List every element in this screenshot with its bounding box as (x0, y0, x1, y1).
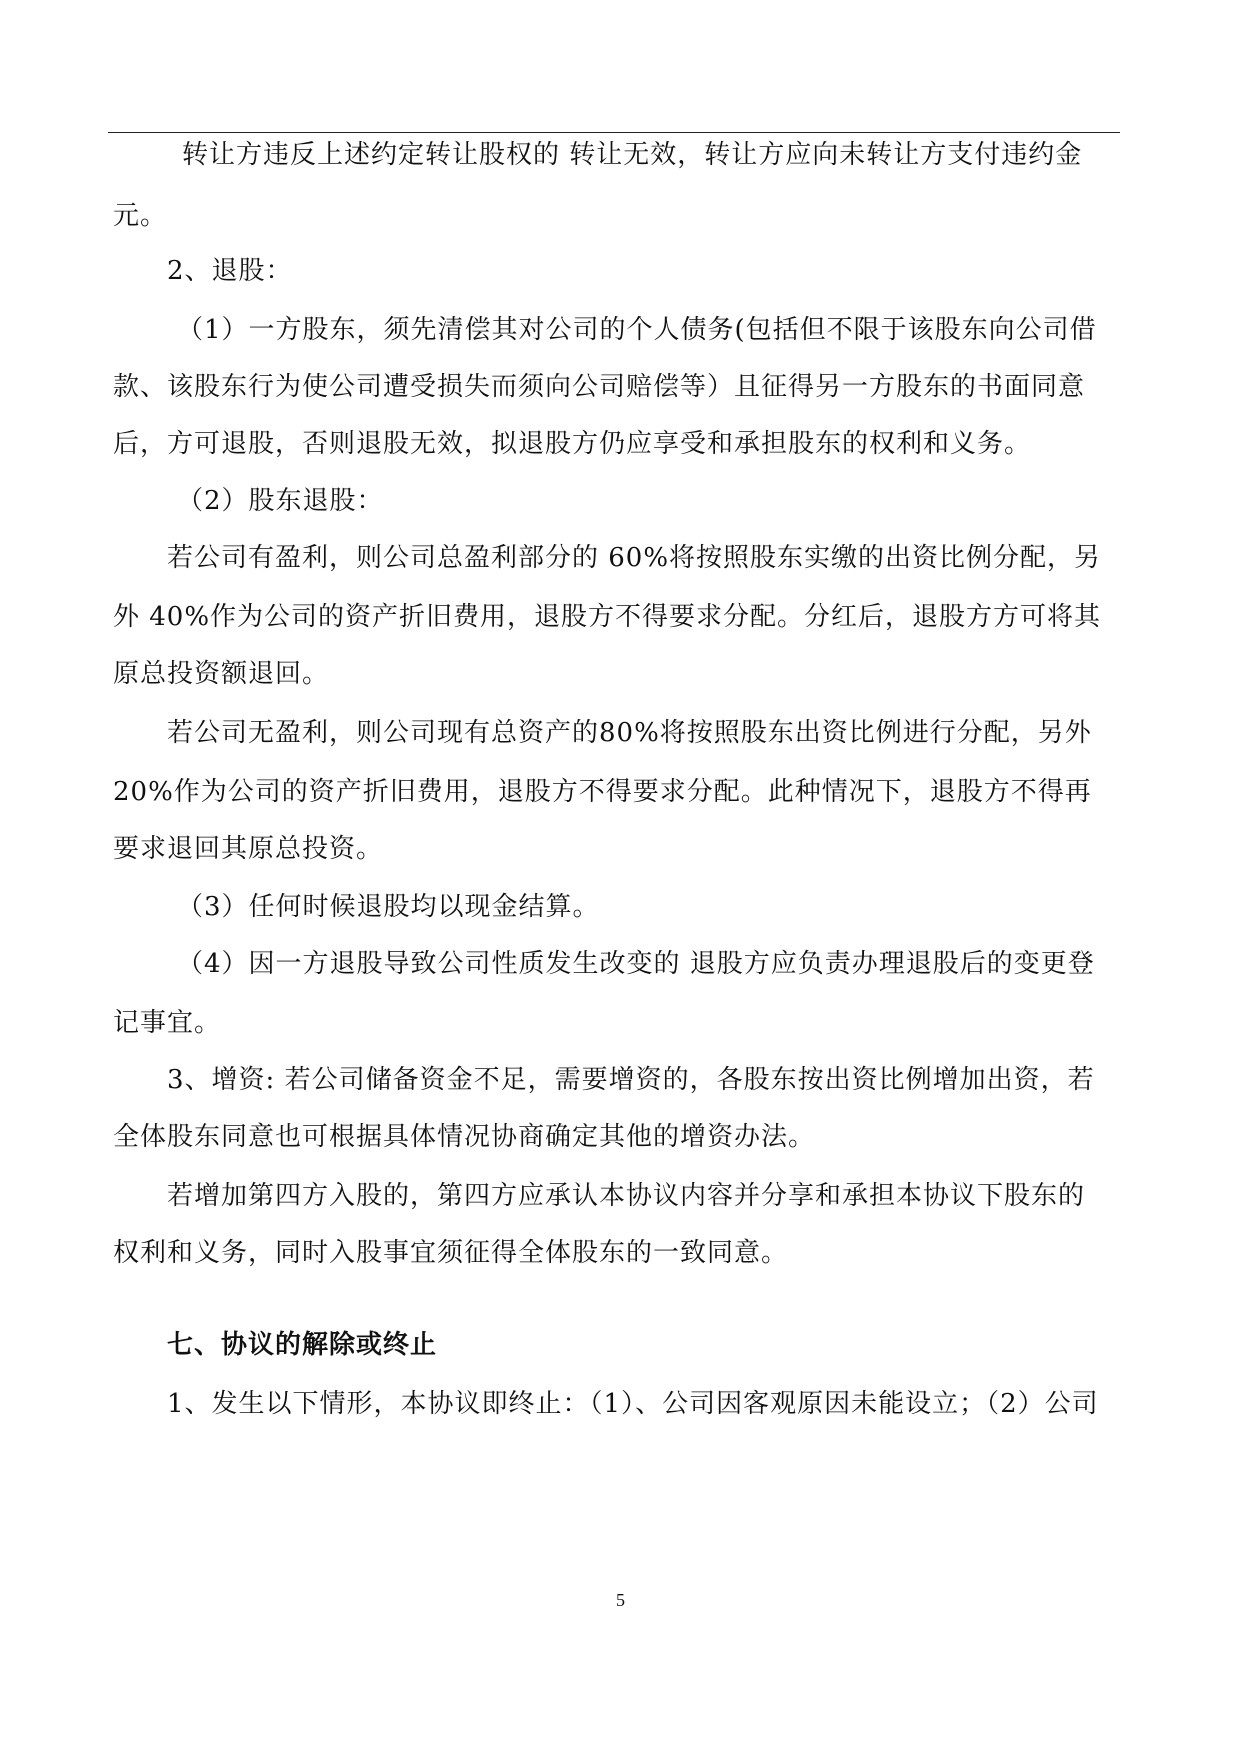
page-number: 5 (616, 1590, 625, 1610)
paragraph-line: 权利和义务，同时入股事宜须征得全体股东的一致同意。 (113, 1238, 789, 1268)
paragraph-line: 若公司有盈利，则公司总盈利部分的 60%将按照股东实缴的出资比例分配，另 (167, 543, 1102, 573)
header-rule (108, 132, 1120, 133)
paragraph-line: 原总投资额退回。 (113, 659, 330, 689)
section-heading: 七、协议的解除或终止 (167, 1330, 438, 1360)
paragraph-line: 转让方违反上述约定转让股权的 转让无效，转让方应向未转让方支付违约金 (182, 140, 1083, 170)
paragraph-line: 全体股东同意也可根据具体情况协商确定其他的增资办法。 (113, 1122, 816, 1152)
paragraph-line: 要求退回其原总投资。 (113, 834, 384, 864)
paragraph-line: 若公司无盈利，则公司现有总资产的80%将按照股东出资比例进行分配，另外 (167, 718, 1092, 748)
section-label: （2）股东退股： (177, 486, 384, 516)
paragraph-line: （4）因一方退股导致公司性质发生改变的 退股方应负责办理退股后的变更登 (177, 949, 1095, 979)
section-label: 2、退股： (167, 256, 293, 286)
paragraph-line: 元。 (113, 201, 168, 231)
paragraph-line: 3、增资: 若公司储备资金不足，需要增资的，各股东按出资比例增加出资，若 (167, 1065, 1095, 1095)
paragraph-line: 若增加第四方入股的，第四方应承认本协议内容并分享和承担本协议下股东的 (167, 1181, 1086, 1211)
paragraph-line: （1）一方股东，须先清偿其对公司的个人债务(包括但不限于该股东向公司借 (177, 315, 1097, 345)
paragraph-line: 款、该股东行为使公司遭受损失而须向公司赔偿等）且征得另一方股东的书面同意 (113, 372, 1086, 402)
paragraph-line: 1、发生以下情形，本协议即终止：（1）、公司因客观原因未能设立；（2）公司 (167, 1389, 1099, 1419)
paragraph-line: 记事宜。 (113, 1008, 222, 1038)
paragraph-line: 20%作为公司的资产折旧费用，退股方不得要求分配。此种情况下，退股方不得再 (113, 777, 1092, 807)
list-item: （3）任何时候退股均以现金结算。 (177, 892, 600, 922)
paragraph-line: 后，方可退股，否则退股无效，拟退股方仍应享受和承担股东的权利和义务。 (113, 429, 1032, 459)
paragraph-line: 外 40%作为公司的资产折旧费用，退股方不得要求分配。分红后，退股方方可将其 (113, 602, 1102, 632)
